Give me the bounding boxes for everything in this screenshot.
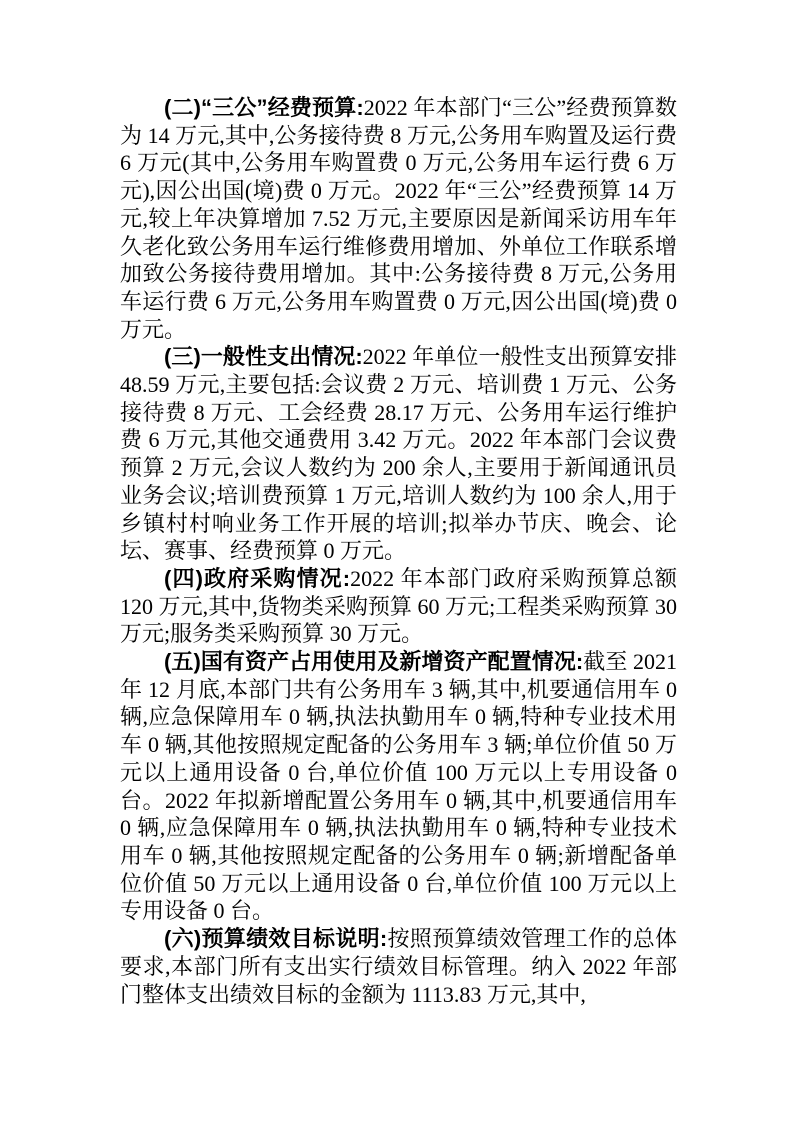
paragraph-three-public-funds-budget-body: 2022 年本部门“三公”经费预算数为 14 万元,其中,公务接待费 8 万元,公务用车购置及运行费 6 万元(其中,公务用车购置费 0 万元,公务用车运行费 6 万元),因公出国(境)费 0 万元。2022 年“三公”经费预算 14 万元,较上年决算增加 7.52 万元,主要原因是新闻采访用车年久老化致公务用车运行维修费用增加、外单位工作联系增加致公务接待费用增加。其中:公务接待费 8 万元,公务用车运行费 6 万元,公务用车购置费 0 万元,因公出国(境)费 0 万元。: [120, 95, 678, 342]
paragraph-government-procurement-heading: (四)政府采购情况:: [164, 565, 351, 591]
document-text-block: [120, 94, 677, 1008]
paragraph-government-procurement-body: 2022 年本部门政府采购预算总额 120 万元,其中,货物类采购预算 60 万元;工程类采购预算 30 万元;服务类采购预算 30 万元。: [120, 565, 677, 647]
paragraph-three-public-funds-budget: [120, 94, 677, 343]
paragraph-general-expenditure-heading: (三)一般性支出情况:: [164, 344, 363, 370]
paragraph-three-public-funds-budget-heading: (二)“三公”经费预算:: [164, 95, 364, 120]
paragraph-state-assets-heading: (五)国有资产占用使用及新增资产配置情况:: [164, 649, 584, 675]
paragraph-performance-targets-body: 按照预算绩效管理工作的总体要求,本部门所有支出实行绩效目标管理。纳入 2022 年部门整体支出绩效目标的金额为 1113.83 万元,其中,: [120, 926, 677, 1007]
paragraph-performance-targets: [120, 925, 677, 1008]
paragraph-government-procurement: [120, 565, 677, 648]
paragraph-general-expenditure: [120, 343, 677, 565]
paragraph-state-assets-body: 截至 2021 年 12 月底,本部门共有公务用车 3 辆,其中,机要通信用车 0 辆,应急保障用车 0 辆,执法执勤用车 0 辆,特种专业技术用车 0 辆,其他按照规定配备的公务用车 3 辆;单位价值 50 万元以上通用设备 0 台,单位价值 100 万元以上专用设备 0 台。2022 年拟新增配置公务用车 0 辆,其中,机要通信用车 0 辆,应急保障用车 0 辆,执法执勤用车 0 辆,特种专业技术用车 0 辆,其他按照规定配备的公务用车 0 辆;新增配备单位价值 50 万元以上通用设备 0 台,单位价值 100 万元以上专用设备 0 台。: [120, 649, 677, 924]
paragraph-general-expenditure-body: 2022 年单位一般性支出预算安排 48.59 万元,主要包括:会议费 2 万元、培训费 1 万元、公务接待费 8 万元、工会经费 28.17 万元、公务用车运行维护费 6 万元,其他交通费用 3.42 万元。2022 年本部门会议费预算 2 万元,会议人数约为 200 余人,主要用于新闻通讯员业务会议;培训费预算 1 万元,培训人数约为 100 余人,用于乡镇村村响业务工作开展的培训;拟举办节庆、晚会、论坛、赛事、经费预算 0 万元。: [120, 344, 677, 564]
paragraph-performance-targets-heading: (六)预算绩效目标说明:: [164, 926, 388, 952]
paragraph-state-assets: [120, 648, 677, 925]
